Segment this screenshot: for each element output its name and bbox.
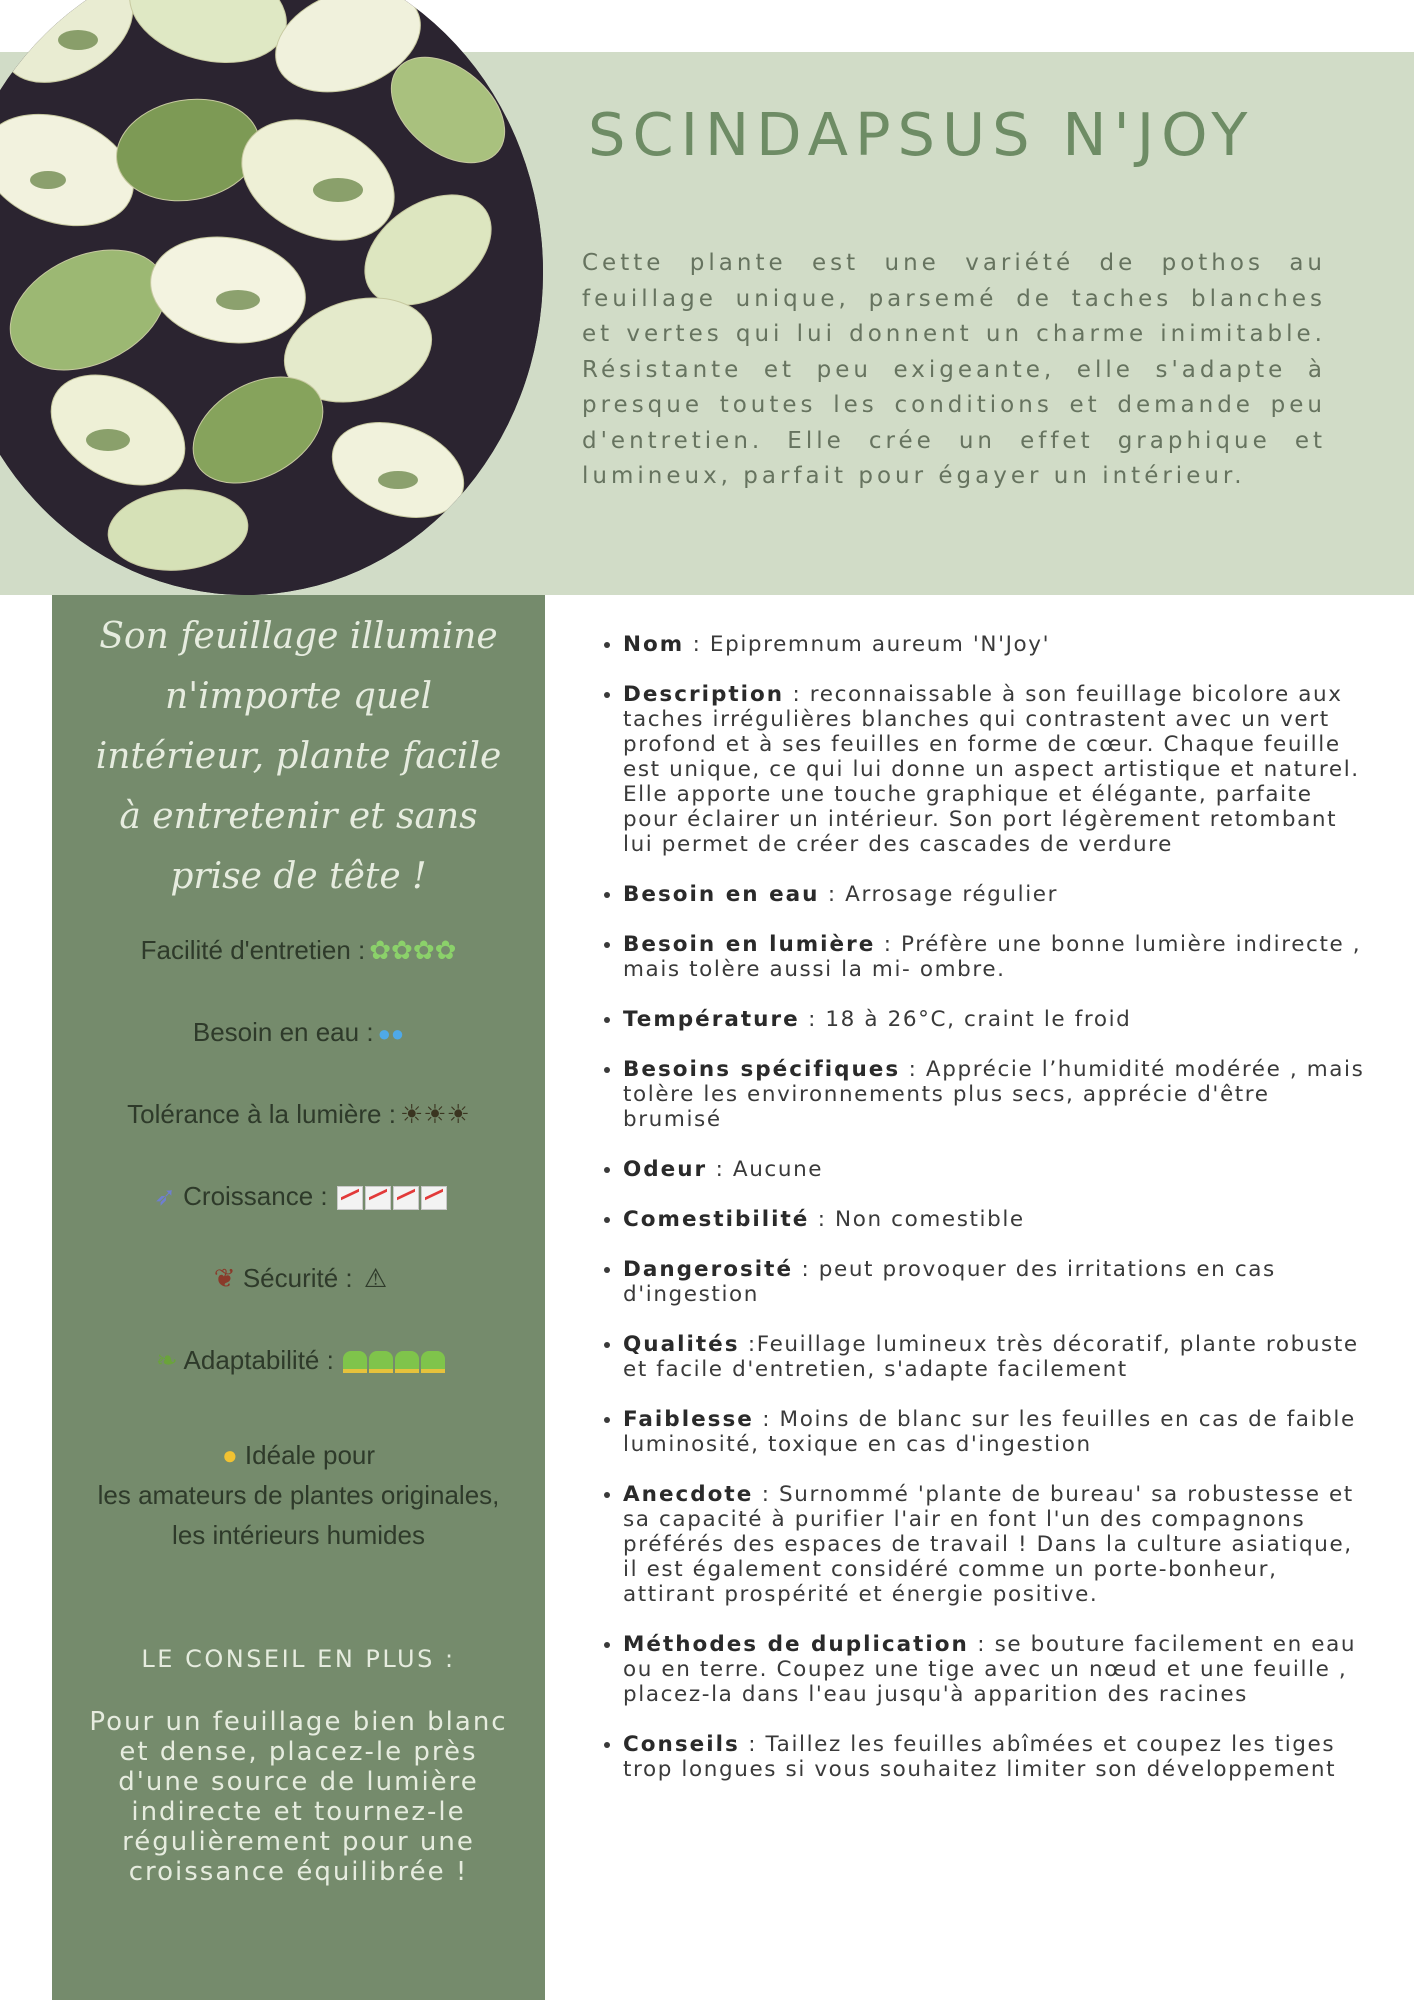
light-bulb-icon: ● (221, 1440, 238, 1470)
detail-text: : Aucune (707, 1157, 824, 1182)
detail-label: Besoins spécifiques (623, 1057, 901, 1082)
detail-item (623, 1732, 1368, 1782)
ideal-title: Idéale pour (244, 1440, 376, 1470)
detail-item (623, 1207, 1368, 1232)
sidebar-quote (52, 607, 545, 907)
detail-label: Nom (623, 632, 685, 657)
detail-text: : Epipremnum aureum 'N'Joy' (684, 632, 1051, 657)
detail-item (623, 1632, 1368, 1707)
detail-text: : se bouture facilement en eau ou en terre. Coupez une tige avec un nœud et une feuille , placez-la dans l'eau jusqu'à apparition des racines (623, 1632, 1357, 1707)
detail-item (623, 882, 1368, 907)
ideal-line: les intérieurs humides (172, 1520, 425, 1550)
detail-text: : 18 à 26°C, craint le froid (799, 1007, 1132, 1032)
detail-text: :Feuillage lumineux très décoratif, plante robuste et facile d'entretien, s'adapte facilement (623, 1332, 1359, 1382)
detail-item (623, 932, 1368, 982)
detail-text: : peut provoquer des irritations en cas d'ingestion (623, 1257, 1276, 1307)
detail-item (623, 1157, 1368, 1182)
rating-adapt (52, 1345, 545, 1376)
detail-text: : Préfère une bonne lumière indirecte , mais tolère aussi la mi- ombre. (623, 932, 1362, 982)
detail-label: Comestibilité (623, 1207, 810, 1232)
detail-label: Conseils (623, 1732, 740, 1757)
detail-label: Anecdote (623, 1482, 754, 1507)
warning-icon: ⚠ (363, 1263, 388, 1293)
rating-water-label: Besoin en eau : (192, 1017, 374, 1047)
detail-label: Odeur (623, 1157, 708, 1182)
detail-item (623, 1332, 1368, 1382)
seedling-icon: ✿✿✿✿ (369, 935, 457, 965)
sun-icon: ☀☀☀ (399, 1099, 470, 1129)
detail-text: : Surnommé 'plante de bureau' sa robustesse et sa capacité à purifier l'air en font l'un des compagnons préférés des espaces de travail ! Dans la culture asiatique, il est également considéré comme un porte-bonheur, attirant prospérité et énergie positive. (623, 1482, 1354, 1607)
paw-icon: ❦ (213, 1263, 236, 1293)
detail-item (623, 1007, 1368, 1032)
grass-icon (341, 1345, 445, 1375)
detail-text: : Arrosage régulier (819, 882, 1059, 907)
detail-label: Faiblesse (623, 1407, 754, 1432)
rating-care-label: Facilité d'entretien : (140, 935, 366, 965)
water-drop-icon: ●● (377, 1021, 405, 1046)
rating-growth (52, 1181, 545, 1212)
detail-label: Qualités (623, 1332, 740, 1357)
rating-safety (52, 1263, 545, 1294)
detail-item (623, 632, 1368, 657)
quote-line: intérieur, plante facile (95, 736, 502, 777)
detail-label: Méthodes de duplication (623, 1632, 969, 1657)
detail-label: Description (623, 682, 785, 707)
detail-item (623, 682, 1368, 857)
detail-text: : Non comestible (809, 1207, 1025, 1232)
detail-label: Dangerosité (623, 1257, 794, 1282)
rating-adapt-label: Adaptabilité : (183, 1345, 334, 1375)
rating-growth-label: Croissance : (183, 1181, 328, 1211)
plant-details-list (593, 632, 1368, 1807)
rating-water (52, 1017, 545, 1048)
detail-text: : Moins de blanc sur les feuilles en cas de faible luminosité, toxique en cas d'ingestion (623, 1407, 1356, 1457)
rocket-icon: ➶ (154, 1181, 176, 1211)
detail-label: Besoin en eau (623, 882, 820, 907)
quote-line: à entretenir et sans (119, 796, 478, 837)
detail-item (623, 1407, 1368, 1457)
rating-safety-label: Sécurité : (242, 1263, 353, 1293)
quote-line: n'importe quel (165, 676, 432, 717)
sidebar (52, 595, 545, 2000)
detail-text: : reconnaissable à son feuillage bicolore aux taches irrégulières blanches qui contrastent avec un vert profond et à ses feuilles en forme de cœur. Chaque feuille est unique, ce qui lui donne un aspect artistique et naturel. Elle apporte une touche graphique et élégante, parfaite pour éclairer un intérieur. Son port légèrement retombant lui permet de créer des cascades de verdure (623, 682, 1360, 857)
chart-up-icon (335, 1181, 447, 1211)
rating-light (52, 1099, 545, 1130)
tip-title: LE CONSEIL EN PLUS : (141, 1645, 456, 1673)
detail-label: Besoin en lumière (623, 932, 876, 957)
tip-text: Pour un feuillage bien blanc et dense, placez-le près d'une source de lumière indirecte et tournez-le régulièrement pour une croissance équilibrée ! (89, 1707, 508, 1887)
page-title: SCINDAPSUS N'JOY (588, 100, 1255, 169)
ideal-for (52, 1435, 545, 1555)
detail-item (623, 1057, 1368, 1132)
rating-care (52, 935, 545, 966)
intro-paragraph: Cette plante est une variété de pothos au feuillage unique, parsemé de taches blanches et vertes qui lui donnent un charme inimitable. Résistante et peu exigeante, elle s'adapte à presque toutes les conditions et demande peu d'entretien. Elle crée un effet graphique et lumineux, parfait pour égayer un intérieur. (582, 250, 1326, 489)
sprout-icon: ❧ (155, 1345, 178, 1375)
detail-label: Température (623, 1007, 800, 1032)
quote-line: prise de tête ! (170, 856, 427, 897)
rating-light-label: Tolérance à la lumière : (127, 1099, 396, 1129)
detail-text: : Apprécie l’humidité modérée , mais tolère les environnements plus secs, apprécie d'être brumisé (623, 1057, 1365, 1132)
detail-text: : Taillez les feuilles abîmées et coupez les tiges trop longues si vous souhaitez limiter son développement (623, 1732, 1337, 1782)
detail-item (623, 1482, 1368, 1607)
detail-item (623, 1257, 1368, 1307)
ideal-line: les amateurs de plantes originales, (97, 1480, 500, 1510)
quote-line: Son feuillage illumine (99, 616, 498, 657)
